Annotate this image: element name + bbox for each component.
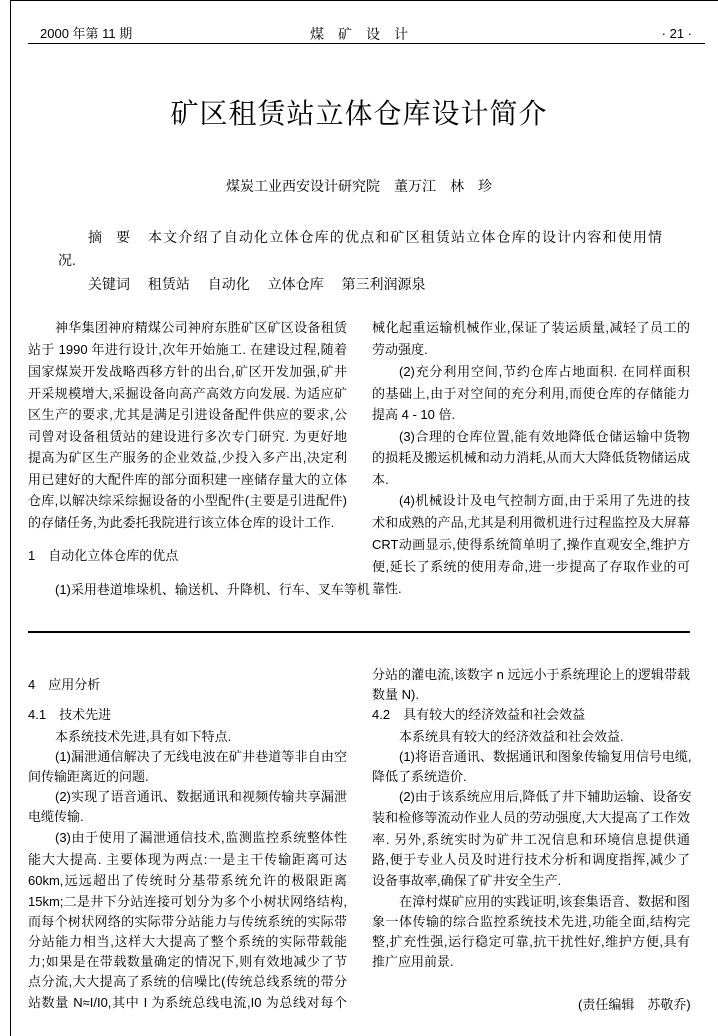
journal-name: 煤 矿 设 计 xyxy=(310,26,408,42)
abstract-line: 况. xyxy=(58,252,76,268)
body-line: (1)漏泄通信解决了无线电波在矿井巷道等非自由空 xyxy=(55,749,347,764)
body-line: 神华集团神府精煤公司神府东胜矿区矿区设备租赁 xyxy=(55,320,347,335)
body-line: 的存储任务,为此委托我院进行该立体仓库的设计工作. xyxy=(28,515,335,530)
body-line: (3)合理的仓库位置,能有效地降低仓储运输中货物 xyxy=(399,429,690,444)
body-line: 用已建好的大配件库的部分面积建一座储存量大的立体 xyxy=(28,472,347,487)
body-line: 电缆传输. xyxy=(28,809,84,824)
body-line: (4)机械设计及电气控制方面,由于采用了先进的技 xyxy=(399,493,690,508)
section-divider xyxy=(28,631,690,633)
body-line: 而每个树状网络的实际带分站能力与传统系统的实际带 xyxy=(28,914,347,929)
body-line: (2)由于该系统应用后,降低了井下辅助运输、设备安 xyxy=(399,789,692,804)
article-title: 矿区租赁站立体仓库设计简介 xyxy=(170,98,548,129)
body-line: 路,便于专业人员及时进行技术分析和调度指挥,减少了 xyxy=(372,852,690,867)
body-line: 械化起重运输机械作业,保证了装运质量,减轻了员工的 xyxy=(372,320,690,335)
body-line: 整,扩充性强,运行稳定可靠,抗干扰性好,维护方便,具有 xyxy=(372,934,690,949)
body-line: 提高 4 - 10 倍. xyxy=(372,407,456,422)
body-line: CRT动画显示,使得系统简单明了,操作直观安全,维护方 xyxy=(372,537,690,552)
body-line: 率. 另外,系统实时为矿井工况信息和环境信息提供通 xyxy=(372,832,690,847)
body-line: 便,延长了系统的使用寿命,进一步提高了存取作业的可 xyxy=(372,559,690,574)
body-line: 仓库,以解决综采综掘设备的小型配件(主要是引进配件) xyxy=(28,493,347,508)
body-line: 本系统技术先进,具有如下特点. xyxy=(55,729,232,744)
body-line: 象一体传输的综合监控系统技术先进,功能全面,结构完 xyxy=(372,914,690,929)
body-line: 司曾对设备租赁站的建设进行多次专门研究. 为更好地 xyxy=(28,429,347,444)
body-line: 15km;二是井下分站连接可划分为多个小树状网络结构, xyxy=(28,894,347,909)
body-line: (1)采用巷道堆垛机、输送机、升降机、行车、叉车等机 xyxy=(55,582,370,597)
body-line: 分站能力相当,这样大大提高了整个系统的实际带载能 xyxy=(28,934,347,949)
keyword: 第三利润源泉 xyxy=(341,276,426,292)
editor-credit: (责任编辑 苏敬乔) xyxy=(578,997,691,1012)
body-line: 推广应用前景. xyxy=(372,954,454,969)
page-border-top xyxy=(10,0,718,1)
body-line: 的损耗及搬运机械和动力消耗,从而大大降低货物储运成 xyxy=(372,450,690,465)
body-line: 站数量 N≈I/I0,其中 I 为系统总线电流,I0 为总线对每个 xyxy=(28,995,347,1010)
body-line: (2)充分利用空间,节约仓库占地面积. 在同样面积 xyxy=(399,364,690,379)
body-line: 60km,远远超出了传统时分基带系统允许的极限距离 xyxy=(28,873,347,888)
body-line: (2)实现了语音通讯、数据通讯和视频传输共享漏泄 xyxy=(55,789,347,804)
header-rule xyxy=(28,43,705,44)
body-line: 提高为矿区生产服务的企业效益,少投入多产出,决定利 xyxy=(28,450,347,465)
body-line: 在漳村煤矿应用的实践证明,该套集语音、数据和图 xyxy=(399,894,690,909)
body-line: 分站的灌电流,该数字 n 远远小于系统理论上的逻辑带载 xyxy=(372,667,690,682)
article-authors: 煤炭工业西安设计研究院 董万江 林 珍 xyxy=(226,178,492,194)
keywords-label: 关键词 xyxy=(88,276,130,292)
abstract-line: 本文介绍了自动化立体仓库的优点和矿区租赁站立体仓库的设计内容和使用情 xyxy=(148,229,662,245)
body-line: 间传输距离近的问题. xyxy=(28,769,149,784)
section-heading: 4.2 具有较大的经济效益和社会效益 xyxy=(372,707,586,722)
keyword: 立体仓库 xyxy=(267,276,324,292)
section-heading: 4 应用分析 xyxy=(28,677,101,692)
abstract-label: 摘 要 xyxy=(88,229,130,245)
body-line: 术和成熟的产品,尤其是利用微机进行过程监控及大屏幕 xyxy=(372,515,690,530)
body-line: 数量 N). xyxy=(372,687,419,702)
issue-number: 2000 年第 11 期 xyxy=(40,26,133,41)
body-line: (3)由于使用了漏泄通信技术,监测监控系统整体性 xyxy=(55,830,347,845)
body-line: 的基础上,由于对空间的充分利用,而使仓库的存储能力 xyxy=(372,386,690,401)
keywords xyxy=(88,276,440,292)
body-line: 装和检修等流动作业人员的劳动强度,大大提高了工作效 xyxy=(372,810,690,825)
keyword: 租赁站 xyxy=(147,276,190,292)
body-line: 国家煤炭开发战略西移方针的出台,矿区开发加强,矿井 xyxy=(28,364,347,379)
body-line: 站于 1990 年进行设计,次年开始施工. 在建设过程,随着 xyxy=(28,342,347,357)
page-number: · 21 · xyxy=(661,26,692,41)
body-line: 能大大提高. 主要体现为两点:一是主干传输距离可达 xyxy=(28,852,347,867)
body-line: 区生产的要求,尤其是满足引进设备配件供应的要求,公 xyxy=(28,407,347,422)
body-line: 靠性. xyxy=(372,581,402,596)
body-line: 本系统具有较大的经济效益和社会效益. xyxy=(399,729,624,744)
body-line: 劳动强度. xyxy=(372,342,428,357)
body-line: 点分流,大大提高了系统的信噪比(传统总线系统的带分 xyxy=(28,974,347,989)
section-heading: 1 自动化立体仓库的优点 xyxy=(28,548,179,563)
body-line: 本. xyxy=(372,472,389,487)
body-line: 开采规模增大,采掘设备向高产高效方向发展. 为适应矿 xyxy=(28,386,347,401)
page-border-left xyxy=(10,0,11,1036)
body-line: 设备事故率,确保了矿井安全生产. xyxy=(372,873,562,888)
section-heading: 4.1 技术先进 xyxy=(28,707,112,722)
body-line: 降低了系统造价. xyxy=(372,769,467,784)
keyword: 自动化 xyxy=(207,276,250,292)
body-line: 力;如果是在带载数量确定的情况下,则有效地减少了节 xyxy=(28,954,347,969)
body-line: (1)将语音通讯、数据通讯和图象传输复用信号电缆, xyxy=(399,749,692,764)
